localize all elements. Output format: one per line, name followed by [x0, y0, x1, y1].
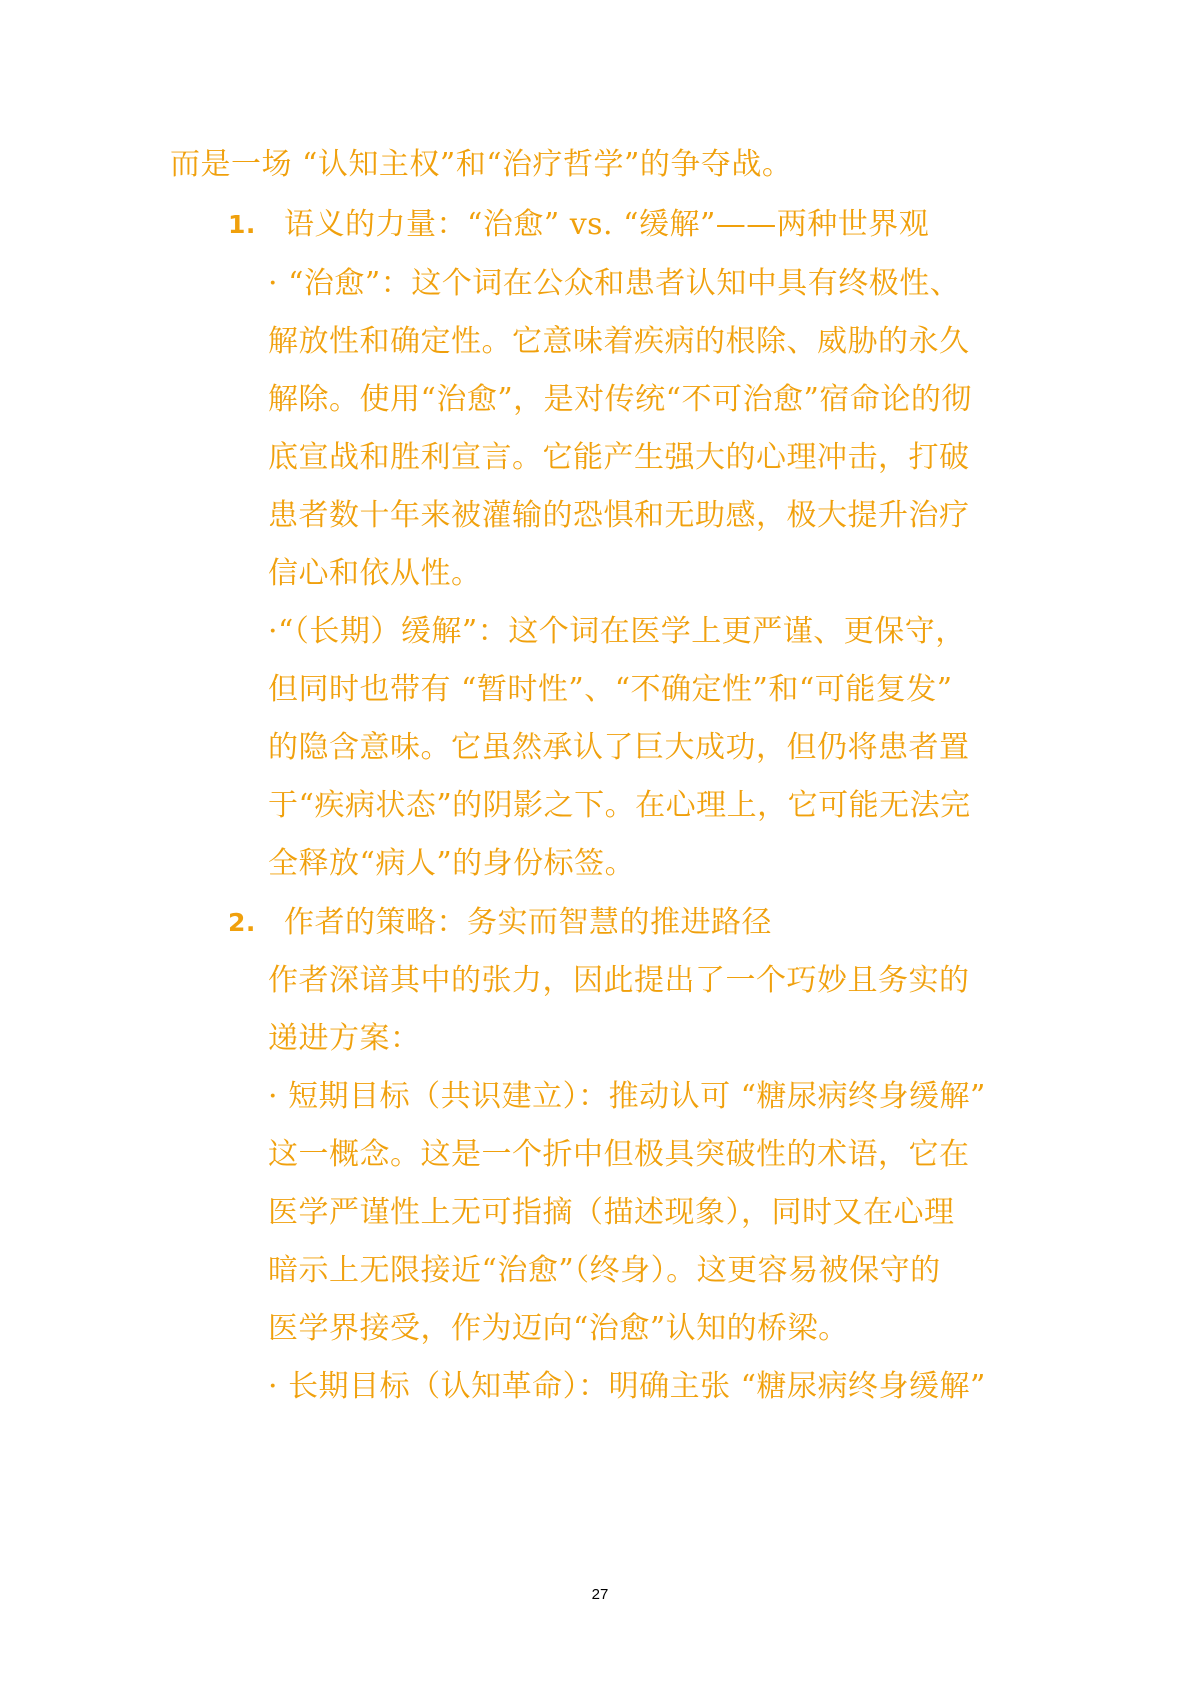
- section-title: 作者的策略：务实而智慧的推进路径: [284, 905, 772, 940]
- body-line: ·“（长期）缓解”：这个词在医学上更严谨、更保守，: [268, 614, 966, 649]
- section-number: 2.: [228, 908, 256, 937]
- body-line: 患者数十年来被灌输的恐惧和无助感，极大提升治疗: [268, 498, 970, 533]
- body-line: · 短期目标（共识建立）：推动认可 “糖尿病终身缓解”: [268, 1079, 986, 1114]
- body-line: 医学严谨性上无可指摘（描述现象），同时又在心理: [268, 1195, 955, 1230]
- body-line: 解除。使用“治愈”，是对传统“不可治愈”宿命论的彻: [268, 382, 972, 417]
- section-number: 1.: [228, 210, 256, 239]
- section-title: 语义的力量：“治愈” vs. “缓解”——两种世界观: [284, 207, 930, 242]
- body-line: · “治愈”：这个词在公众和患者认知中具有终极性、: [268, 266, 961, 301]
- body-line: 底宣战和胜利宣言。它能产生强大的心理冲击，打破: [268, 440, 970, 475]
- page-number: 27: [591, 1586, 609, 1603]
- body-line: · 长期目标（认知革命）：明确主张 “糖尿病终身缓解”: [268, 1369, 986, 1404]
- body-line: 但同时也带有 “暂时性”、“不确定性”和“可能复发”: [268, 672, 953, 707]
- intro-line: 而是一场 “认知主权”和“治疗哲学”的争夺战。: [170, 147, 793, 182]
- body-line: 的隐含意味。它虽然承认了巨大成功，但仍将患者置: [268, 730, 970, 765]
- body-line: 信心和依从性。: [268, 556, 482, 591]
- body-line: 这一概念。这是一个折中但极具突破性的术语，它在: [268, 1137, 970, 1172]
- body-line: 暗示上无限接近“治愈”（终身）。这更容易被保守的: [268, 1253, 941, 1288]
- body-line: 作者深谙其中的张力，因此提出了一个巧妙且务实的: [268, 963, 970, 998]
- body-line: 递进方案：: [268, 1021, 421, 1056]
- body-line: 医学界接受，作为迈向“治愈”认知的桥梁。: [268, 1311, 849, 1346]
- body-line: 解放性和确定性。它意味着疾病的根除、威胁的永久: [268, 324, 970, 359]
- body-line: 于“疾病状态”的阴影之下。在心理上，它可能无法完: [268, 788, 971, 823]
- body-line: 全释放“病人”的身份标签。: [268, 846, 636, 881]
